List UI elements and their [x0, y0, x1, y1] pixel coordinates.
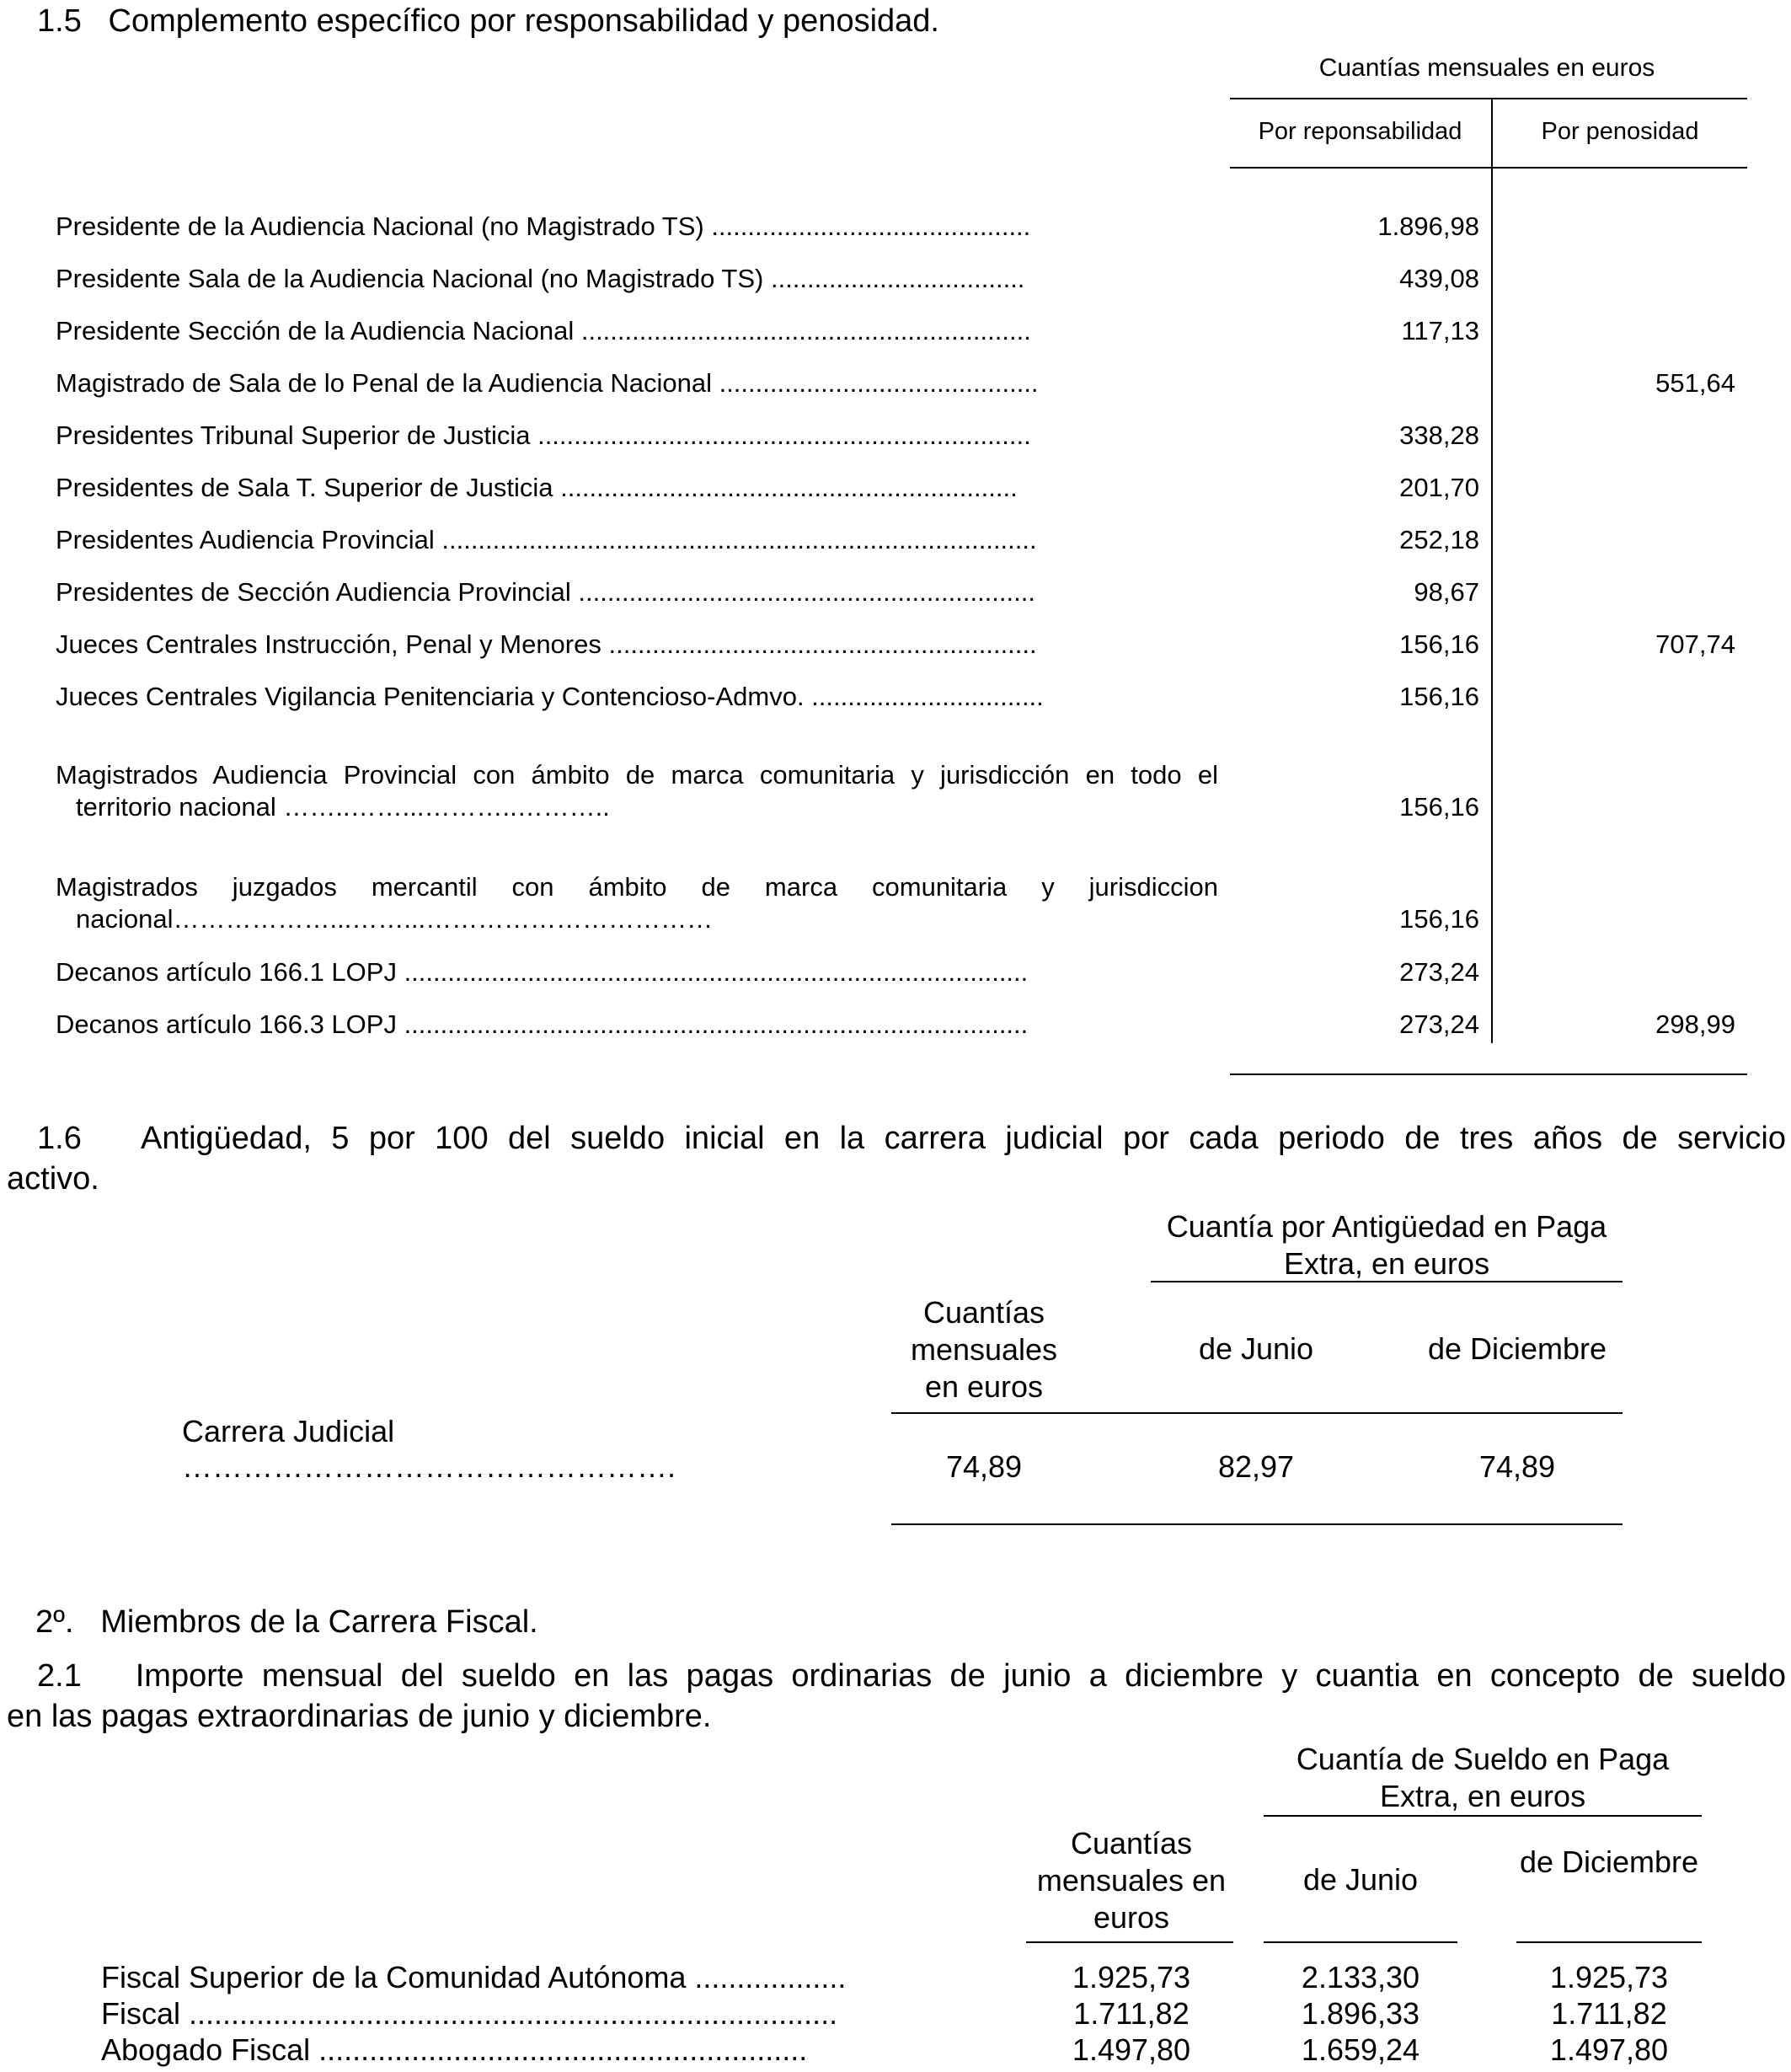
table-2-1-group-header: Cuantía de Sueldo en Paga Extra, en euros: [1296, 1742, 1670, 1813]
table-row-label: Decanos artículo 166.1 LOPJ ......................................................................................: [56, 957, 1029, 987]
table-row-label: Presidentes Audiencia Provincial ..................................................................................: [56, 525, 1037, 554]
section-2-heading: 2º. Miembros de la Carrera Fiscal.: [35, 1604, 538, 1640]
table-1-6-header-rule: [891, 1412, 1623, 1414]
table-row-label: Fiscal .............................................................................: [101, 1996, 838, 2031]
section-1-5-heading: 1.5 Complemento específico por responsabilidad y penosidad.: [37, 3, 939, 39]
table-row-label-continuation: territorio nacional ……..……...………..………..: [76, 792, 610, 822]
col-header-penosidad: Por penosidad: [1541, 118, 1699, 145]
cell-monthly: 1.925,73: [1072, 1960, 1191, 1994]
table-row-resp: 156,16: [1399, 629, 1479, 659]
table-1-6-group-rule: [1151, 1281, 1623, 1282]
cell-monthly: 74,89: [945, 1449, 1023, 1484]
table-row-resp: 98,67: [1414, 577, 1479, 607]
table-row-resp: 156,16: [1399, 792, 1479, 822]
table-row-label-multiline: Magistrados juzgados mercantil con ámbito de marca comunitaria y jurisdiccion: [56, 872, 1218, 902]
col-header-june: de Junio: [1198, 1331, 1314, 1366]
cell-december: 1.711,82: [1551, 1996, 1667, 2031]
col-header-monthly: Cuantías mensuales en euros: [1036, 1826, 1227, 1935]
table-2-1-rule-december: [1516, 1941, 1702, 1943]
col-header-december: de Diciembre: [1427, 1331, 1607, 1366]
table-row-label: Presidentes de Sala T. Superior de Justicia ...............................................................: [56, 473, 1018, 502]
table-1-5-top-rule: [1230, 98, 1747, 99]
table-row-resp: 201,70: [1399, 473, 1479, 502]
table-row-resp: 1.896,98: [1377, 211, 1479, 241]
table-row-resp: 252,18: [1399, 525, 1479, 554]
cell-monthly: 1.497,80: [1072, 2032, 1191, 2067]
table-row-pen: 551,64: [1655, 368, 1735, 398]
table-row-label: Decanos artículo 166.3 LOPJ ......................................................................................: [56, 1009, 1029, 1039]
table-1-6-bottom-rule: [891, 1523, 1623, 1525]
table-1-5-caption: Cuantías mensuales en euros: [1318, 54, 1655, 82]
table-row-resp: 273,24: [1399, 957, 1479, 987]
table-2-1-group-rule: [1264, 1815, 1702, 1817]
row-leader-dots: ………………………………………….: [182, 1449, 676, 1484]
table-row-label: Fiscal Superior de la Comunidad Autónoma ..................: [101, 1960, 847, 1994]
col-header-responsabilidad: Por reponsabilidad: [1258, 118, 1462, 145]
section-1-6-heading-continuation: activo.: [7, 1161, 99, 1197]
table-1-5-bottom-rule: [1230, 1073, 1747, 1075]
cell-june: 1.896,33: [1301, 1996, 1420, 2031]
cell-december: 74,89: [1478, 1449, 1556, 1484]
cell-december: 1.497,80: [1549, 2032, 1669, 2067]
table-row-resp: 117,13: [1401, 316, 1479, 345]
col-header-june: de Junio: [1302, 1862, 1419, 1897]
row-label-carrera-judicial: Carrera Judicial: [182, 1414, 395, 1448]
section-2-1-heading: 2.1 Importe mensual del sueldo en las pagas ordinarias de junio a diciembre y cuantia en concepto de sueldo: [37, 1658, 1786, 1694]
table-row-resp: 338,28: [1399, 420, 1479, 450]
cell-june: 1.659,24: [1301, 2032, 1420, 2067]
table-row-resp: 156,16: [1399, 904, 1479, 934]
section-1-6-heading: 1.6 Antigüedad, 5 por 100 del sueldo inicial en la carrera judicial por cada periodo de tres años de servicio: [37, 1121, 1786, 1156]
cell-june: 2.133,30: [1301, 1960, 1420, 1994]
table-row-label: Abogado Fiscal ..........................................................: [101, 2032, 808, 2067]
table-row-resp: 273,24: [1399, 1009, 1479, 1039]
cell-monthly: 1.711,82: [1073, 1996, 1190, 2031]
table-row-label: Presidentes de Sección Audiencia Provincial ...............................................................: [56, 577, 1035, 607]
table-1-6-group-header: Cuantía por Antigüedad en Paga Extra, en euros: [1166, 1209, 1607, 1281]
table-row-label: Jueces Centrales Instrucción, Penal y Menores ...........................................................: [56, 629, 1037, 659]
table-row-label: Presidentes Tribunal Superior de Justicia ....................................................................: [56, 420, 1031, 450]
table-row-label-continuation: nacional………………...……...……………………………: [76, 904, 714, 934]
table-1-5-header-rule: [1230, 167, 1747, 169]
table-row-label: Jueces Centrales Vigilancia Penitenciaria y Contencioso-Admvo. ................................: [56, 682, 1044, 711]
col-header-december: de Diciembre: [1519, 1844, 1699, 1879]
table-row-label: Presidente de la Audiencia Nacional (no Magistrado TS) ............................................: [56, 211, 1031, 241]
table-1-5-column-divider: [1491, 98, 1493, 1043]
table-2-1-rule-june: [1264, 1941, 1457, 1943]
table-2-1-rule-monthly: [1026, 1941, 1233, 1943]
cell-june: 82,97: [1217, 1449, 1295, 1484]
table-row-label: Presidente Sala de la Audiencia Nacional (no Magistrado TS) ...................................: [56, 264, 1025, 293]
table-row-resp: 439,08: [1399, 264, 1479, 293]
col-header-monthly: Cuantías mensuales en euros: [910, 1295, 1058, 1404]
table-row-resp: 156,16: [1399, 682, 1479, 711]
cell-december: 1.925,73: [1549, 1960, 1669, 1994]
table-row-label: Magistrado de Sala de lo Penal de la Audiencia Nacional ............................................: [56, 368, 1039, 398]
section-2-1-heading-continuation: en las pagas extraordinarias de junio y diciembre.: [7, 1699, 712, 1734]
table-row-pen: 298,99: [1655, 1009, 1735, 1039]
table-row-pen: 707,74: [1655, 629, 1735, 659]
table-row-label: Presidente Sección de la Audiencia Nacional ..............................................................: [56, 316, 1031, 345]
table-row-label-multiline: Magistrados Audiencia Provincial con ámbito de marca comunitaria y jurisdicción en todo el: [56, 760, 1218, 790]
